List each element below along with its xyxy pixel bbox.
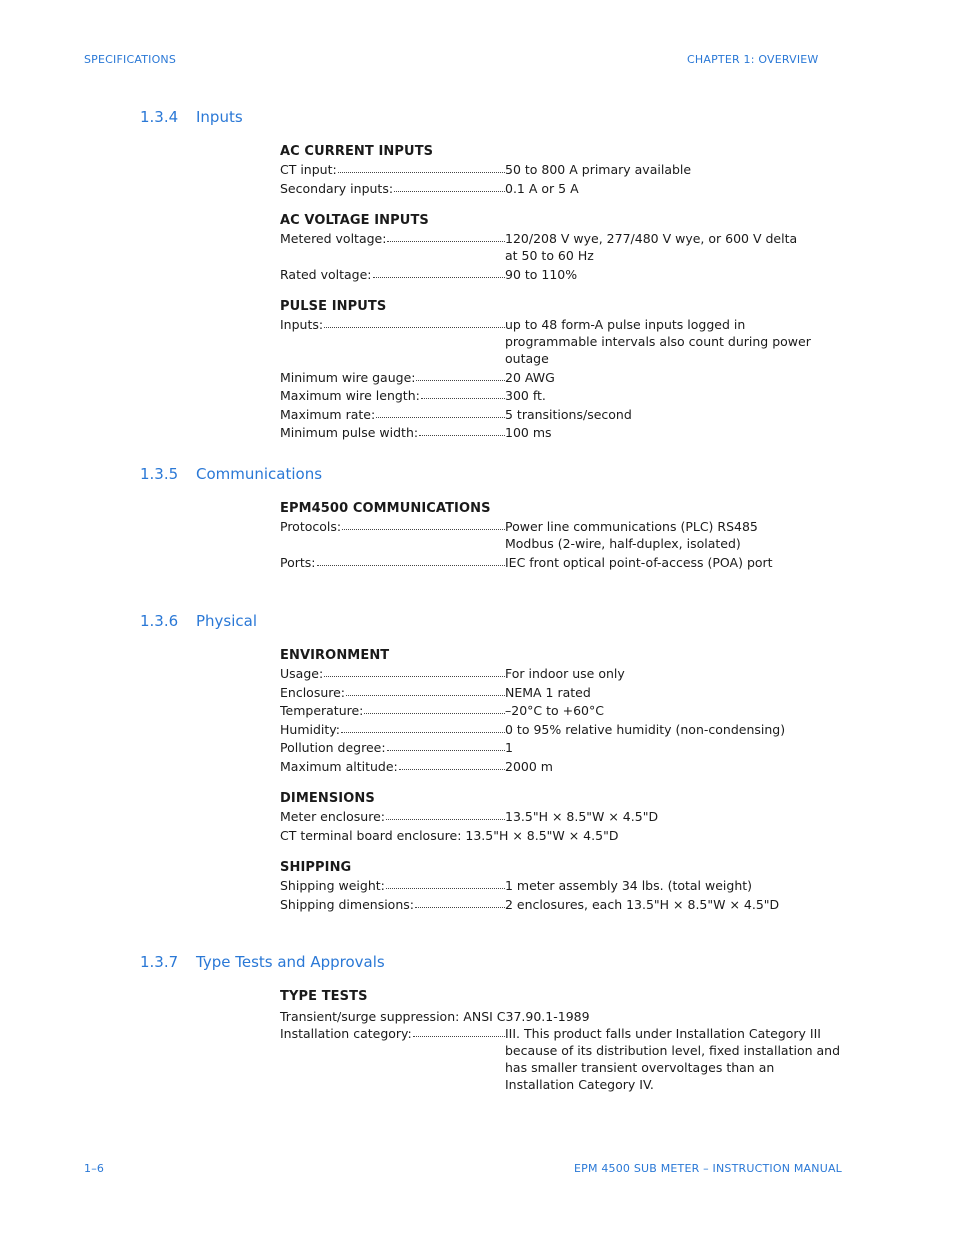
- leader-dots: [416, 369, 505, 381]
- spec-value: 5 transitions/second: [505, 406, 632, 422]
- spec-row: [280, 424, 850, 441]
- leader-dots: [346, 684, 505, 696]
- spec-value: 90 to 110%: [505, 266, 578, 282]
- section-title-type-tests: [140, 953, 385, 971]
- spec-label: Shipping weight:: [280, 878, 385, 893]
- spec-row: [280, 554, 850, 571]
- running-header-right: CHAPTER 1: OVERVIEW: [687, 53, 819, 66]
- spec-value: 1: [505, 740, 513, 755]
- spec-row: [280, 702, 850, 719]
- spec-value: 2 enclosures, each 13.5"H × 8.5"W × 4.5"D: [505, 896, 780, 912]
- spec-value: 0.1 A or 5 A: [505, 180, 579, 196]
- running-footer-title: EPM 4500 SUB METER – INSTRUCTION MANUAL: [573, 1162, 842, 1175]
- spec-row: [280, 387, 850, 404]
- leader-dots: [317, 554, 505, 566]
- leader-dots: [324, 665, 505, 677]
- group-shipping: [280, 859, 850, 913]
- spec-row: [280, 161, 850, 178]
- spec-row: [280, 406, 850, 423]
- leader-dots: [373, 266, 506, 278]
- spec-row: [280, 896, 850, 913]
- spec-value: 0 to 95% relative humidity (non-condensing): [505, 721, 786, 737]
- group-title: SHIPPING: [280, 860, 352, 875]
- spec-row: [280, 721, 850, 738]
- leader-dots: [387, 739, 505, 751]
- leader-dots: [364, 702, 505, 714]
- spec-row: [280, 230, 850, 264]
- spec-label: Temperature:: [280, 703, 364, 718]
- spec-label: Shipping dimensions:: [280, 896, 414, 912]
- spec-label: Inputs:: [280, 317, 324, 332]
- spec-label: Rated voltage:: [280, 266, 372, 282]
- spec-row: [280, 684, 850, 701]
- group-title: TYPE TESTS: [280, 989, 368, 1004]
- spec-row: [280, 180, 850, 197]
- spec-label: Pollution degree:: [280, 740, 386, 755]
- section-number: 1.3.6: [140, 612, 179, 630]
- section-number: 1.3.5: [140, 465, 179, 483]
- spec-row: [280, 518, 850, 552]
- spec-row: [280, 758, 850, 775]
- spec-value: Power line communications (PLC) RS485 Modbus (2-wire, half-duplex, isolated): [505, 519, 758, 551]
- spec-row: [280, 316, 850, 367]
- group-title: PULSE INPUTS: [280, 299, 387, 314]
- spec-label: CT input:: [280, 162, 337, 177]
- spec-value: 50 to 800 A primary available: [505, 162, 692, 177]
- spec-value: 2000 m: [505, 758, 553, 774]
- section-heading: Type Tests and Approvals: [196, 953, 385, 971]
- group-environment: [280, 647, 850, 775]
- section-title-physical: [140, 612, 257, 630]
- section-heading: Communications: [196, 465, 323, 483]
- group-title: EPM4500 COMMUNICATIONS: [280, 501, 491, 516]
- spec-value: 300 ft.: [505, 388, 546, 403]
- group-ac-voltage-inputs: [280, 212, 850, 283]
- spec-value: IEC front optical point-of-access (POA) port: [505, 554, 773, 570]
- group-type-tests: [280, 988, 850, 1093]
- spec-value: 1 meter assembly 34 lbs. (total weight): [505, 878, 753, 893]
- leader-dots: [394, 180, 505, 192]
- spec-row: [280, 877, 850, 894]
- leader-dots: [399, 758, 505, 770]
- transient-surge-line: Transient/surge suppression: ANSI C37.90.1-1989: [280, 1008, 590, 1024]
- spec-label: Maximum wire length:: [280, 388, 420, 403]
- leader-dots: [341, 721, 505, 733]
- group-title: AC CURRENT INPUTS: [280, 144, 434, 159]
- spec-row: [280, 808, 850, 825]
- section-heading: Physical: [196, 612, 258, 630]
- spec-label: Humidity:: [280, 721, 340, 737]
- section-heading: Inputs: [196, 108, 243, 126]
- leader-dots: [387, 230, 505, 242]
- spec-label: Enclosure:: [280, 684, 346, 700]
- spec-label: Secondary inputs:: [280, 180, 394, 196]
- group-title: ENVIRONMENT: [280, 648, 390, 663]
- ct-terminal-enclosure-line: CT terminal board enclosure: 13.5"H × 8.5"W × 4.5"D: [280, 827, 619, 843]
- spec-value: up to 48 form-A pulse inputs logged in programmable intervals also count during power outage: [505, 317, 811, 366]
- spec-label: Minimum pulse width:: [280, 425, 419, 440]
- group-title: DIMENSIONS: [280, 791, 375, 806]
- spec-value: –20°C to +60°C: [505, 703, 604, 718]
- spec-value: 13.5"H × 8.5"W × 4.5"D: [505, 809, 659, 824]
- spec-row: [280, 369, 850, 386]
- leader-dots: [413, 1025, 505, 1037]
- section-title-communications: [140, 465, 322, 483]
- spec-value: 20 AWG: [505, 369, 555, 385]
- page-number: 1–6: [84, 1162, 105, 1175]
- spec-value: 120/208 V wye, 277/480 V wye, or 600 V delta at 50 to 60 Hz: [505, 231, 798, 263]
- spec-row: [280, 266, 850, 283]
- spec-label: Protocols:: [280, 519, 342, 534]
- leader-dots: [376, 406, 505, 418]
- leader-dots: [421, 387, 505, 399]
- leader-dots: [386, 877, 505, 889]
- group-title: AC VOLTAGE INPUTS: [280, 213, 429, 228]
- leader-dots: [342, 518, 505, 530]
- group-pulse-inputs: [280, 298, 850, 441]
- spec-row: [280, 665, 850, 682]
- spec-row: [280, 1025, 850, 1093]
- spec-value: III. This product falls under Installation Category III because of its distribution level, fixed installation and has smaller transient overvoltages than an Installation Category IV.: [505, 1025, 841, 1092]
- leader-dots: [386, 808, 505, 820]
- spec-label: Maximum rate:: [280, 406, 376, 422]
- group-dimensions: [280, 790, 850, 844]
- running-header-left: SPECIFICATIONS: [84, 53, 177, 66]
- spec-value: For indoor use only: [505, 666, 625, 681]
- spec-value: NEMA 1 rated: [505, 684, 591, 700]
- section-title-inputs: [140, 108, 243, 126]
- section-number: 1.3.4: [140, 108, 179, 126]
- leader-dots: [338, 161, 505, 173]
- spec-label: Meter enclosure:: [280, 809, 385, 824]
- spec-label: Usage:: [280, 666, 324, 681]
- spec-label: Minimum wire gauge:: [280, 369, 416, 385]
- spec-label: Maximum altitude:: [280, 758, 398, 774]
- spec-label: Metered voltage:: [280, 231, 387, 246]
- group-epm4500-communications: [280, 500, 850, 571]
- leader-dots: [415, 896, 505, 908]
- group-ac-current-inputs: [280, 143, 850, 197]
- spec-label: Ports:: [280, 554, 316, 570]
- spec-value: 100 ms: [505, 425, 552, 440]
- spec-row: [280, 739, 850, 756]
- section-number: 1.3.7: [140, 953, 179, 971]
- spec-label: Installation category:: [280, 1025, 412, 1041]
- leader-dots: [419, 424, 505, 436]
- leader-dots: [324, 316, 505, 328]
